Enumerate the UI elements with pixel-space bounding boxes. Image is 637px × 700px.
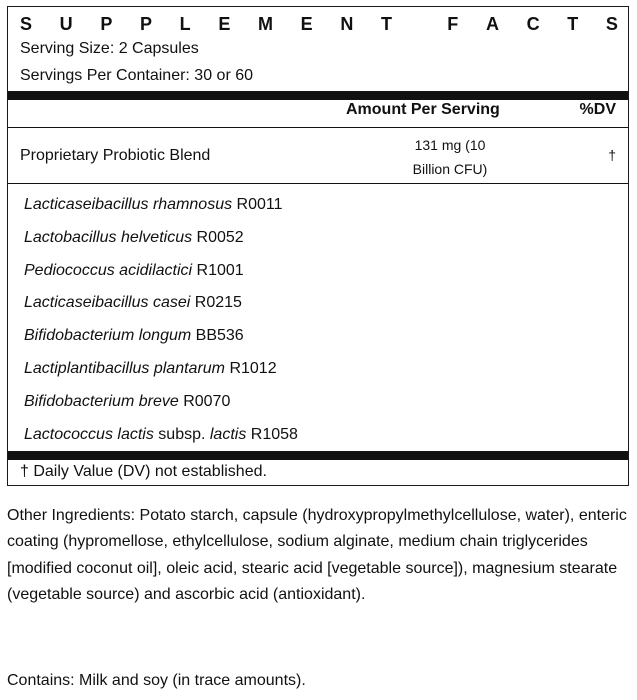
list-item bbox=[24, 287, 298, 320]
strain-name: Lacticaseibacillus rhamnosus bbox=[24, 196, 233, 213]
title-letter: F bbox=[447, 13, 459, 34]
thick-divider bbox=[8, 91, 628, 100]
blend-name: Proprietary Probiotic Blend bbox=[20, 147, 211, 164]
strain-code: R1001 bbox=[192, 261, 244, 279]
strain-subsp-name: lactis bbox=[209, 425, 247, 443]
title-letter: E bbox=[300, 13, 313, 34]
strain-name: Bifidobacterium longum bbox=[24, 327, 192, 345]
title-letter: M bbox=[258, 13, 273, 34]
strain-code: BB536 bbox=[191, 327, 244, 345]
divider bbox=[8, 127, 628, 128]
other-ingredients: Other Ingredients: Potato starch, capsule (hydroxypropylmethylcellulose, water), enteric coating (hypromellose, ethylcellulose, sodium alginate, medium chain triglycerides [modified coconut oil], oleic acid, stearic acid [vegetable source]), magnesium stearate (vegetable source) and ascorbic acid (antioxidant). bbox=[7, 507, 627, 604]
allergen-statement: Contains: Milk and soy (in trace amounts). bbox=[7, 672, 306, 689]
panel-title bbox=[20, 9, 618, 39]
title-letter: T bbox=[380, 13, 392, 34]
thick-divider bbox=[8, 451, 628, 460]
serving-size: Serving Size: 2 Capsules bbox=[20, 40, 199, 57]
strain-code: R0215 bbox=[190, 294, 242, 312]
strain-code: R1012 bbox=[225, 359, 277, 377]
dv-footnote: † Daily Value (DV) not established. bbox=[20, 463, 267, 480]
title-letter: E bbox=[218, 13, 231, 34]
strain-code: R0070 bbox=[178, 392, 231, 410]
strain-list bbox=[24, 189, 298, 451]
strain-code: R1058 bbox=[246, 425, 298, 443]
strain-code: R0052 bbox=[192, 228, 244, 246]
title-letter: N bbox=[340, 13, 354, 34]
title-letter: C bbox=[526, 13, 540, 34]
title-letter: A bbox=[485, 13, 499, 34]
strain-name: Pediococcus acidilactici bbox=[24, 261, 193, 279]
list-item bbox=[24, 353, 298, 386]
title-letter: P bbox=[100, 13, 113, 34]
title-letter: T bbox=[567, 13, 579, 34]
strain-name: Bifidobacterium breve bbox=[24, 392, 179, 410]
title-letter: S bbox=[20, 13, 33, 34]
divider bbox=[8, 183, 628, 184]
strain-name: Lactiplantibacillus plantarum bbox=[24, 359, 225, 377]
title-letter: U bbox=[59, 13, 73, 34]
dv-header: %DV bbox=[579, 101, 616, 118]
list-item bbox=[24, 255, 298, 288]
list-item bbox=[24, 222, 298, 255]
servings-per-container: Servings Per Container: 30 or 60 bbox=[20, 67, 254, 84]
blend-amount-line1: 131 mg (10 bbox=[414, 137, 486, 153]
strain-code: R0011 bbox=[232, 196, 283, 213]
list-item bbox=[24, 320, 298, 353]
list-item bbox=[24, 189, 298, 222]
blend-dv: † bbox=[608, 147, 616, 163]
title-letter: S bbox=[605, 13, 618, 34]
supplement-facts-panel bbox=[7, 6, 629, 486]
blend-amount-line2: Billion CFU) bbox=[412, 161, 488, 177]
list-item bbox=[24, 419, 298, 452]
strain-name: Lacticaseibacillus casei bbox=[24, 294, 191, 312]
blend-amount bbox=[388, 133, 512, 181]
strain-name: Lactobacillus helveticus bbox=[24, 228, 193, 246]
amount-per-serving-header: Amount Per Serving bbox=[346, 101, 500, 118]
title-letter: L bbox=[179, 13, 191, 34]
title-letter: P bbox=[140, 13, 153, 34]
strain-name: Lactococcus lactis bbox=[24, 425, 154, 443]
strain-subsp: subsp. bbox=[153, 425, 210, 443]
list-item bbox=[24, 386, 298, 419]
